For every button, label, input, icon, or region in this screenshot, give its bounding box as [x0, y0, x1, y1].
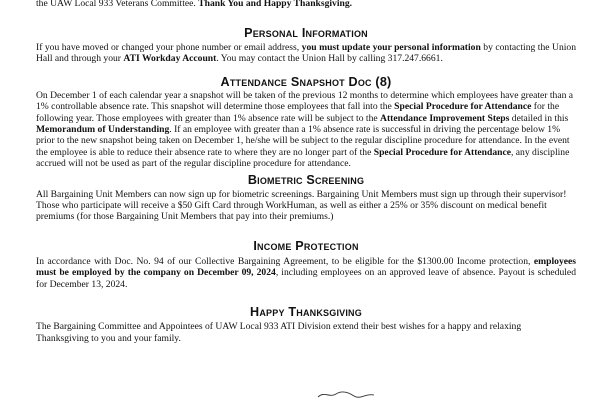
signature-scribble [316, 389, 376, 399]
personal-information-heading: Personal Information [244, 26, 368, 40]
thank-you-text: Thank You and Happy Thanksgiving. [198, 0, 353, 9]
biometric-screening-paragraph: All Bargaining Unit Members can now sign up for biometric screenings. Bargaining Unit Members must sign up through their supervisor! Those who participate will receive a $50 Gift Card through WorkHuman, as well as either a 25% or 35% discount on medical benefit premiums (for those Bargaining Unit Members that pay into their premiums.) [36, 188, 567, 223]
personal-information-paragraph: If you have moved or changed your phone number or email address, you must update your personal information by contacting the Union Hall and through your ATI Workday Account. You may contact the Union Hall by calling 317.247.6661. [36, 42, 576, 65]
veterans-committee-line [36, 0, 576, 9]
veterans-text: the UAW Local 933 Veterans Committee. [36, 0, 199, 9]
biometric-screening-heading: Biometric Screening [247, 172, 365, 187]
happy-thanksgiving-paragraph: The Bargaining Committee and Appointees of UAW Local 933 ATI Division extend their best wishes for a happy and relaxing Thanksgiving to you and your family. [36, 321, 522, 344]
attendance-snapshot-heading: Attendance Snapshot Doc (8) [220, 74, 392, 89]
income-protection-heading: Income Protection [253, 238, 359, 253]
income-protection-paragraph: In accordance with Doc. No. 94 of our Collective Bargaining Agreement, to be eligible for the $1300.00 Income protection, employees must be employed by the company on December 09, 2024, including employees on an approved leave of absence. Payout is scheduled for December 13, 2024. [36, 255, 576, 290]
attendance-snapshot-paragraph: On December 1 of each calendar year a snapshot will be taken of the previous 12 months to determine which employees have greater than a 1% controllable absence rate. This snapshot will determine those employees that fall into the Special Procedure for Attendance for the following year. Those employees with greater than 1% absence rate will be subject to the Attendance Improvement Steps detailed in this Memorandum of Understanding. If an employee with greater than a 1% absence rate is successful in driving the percentage below 1% prior to the new snapshot being taken on December 1, he/she will be subject to the regular discipline procedure for attendance. In the event the employee is able to reduce their absence rate to where they are no longer part of the Special Procedure for Attendance, any discipline accrued will not be used as part of the regular discipline procedure for attendance. [36, 89, 574, 170]
happy-thanksgiving-heading: Happy Thanksgiving [250, 305, 362, 320]
